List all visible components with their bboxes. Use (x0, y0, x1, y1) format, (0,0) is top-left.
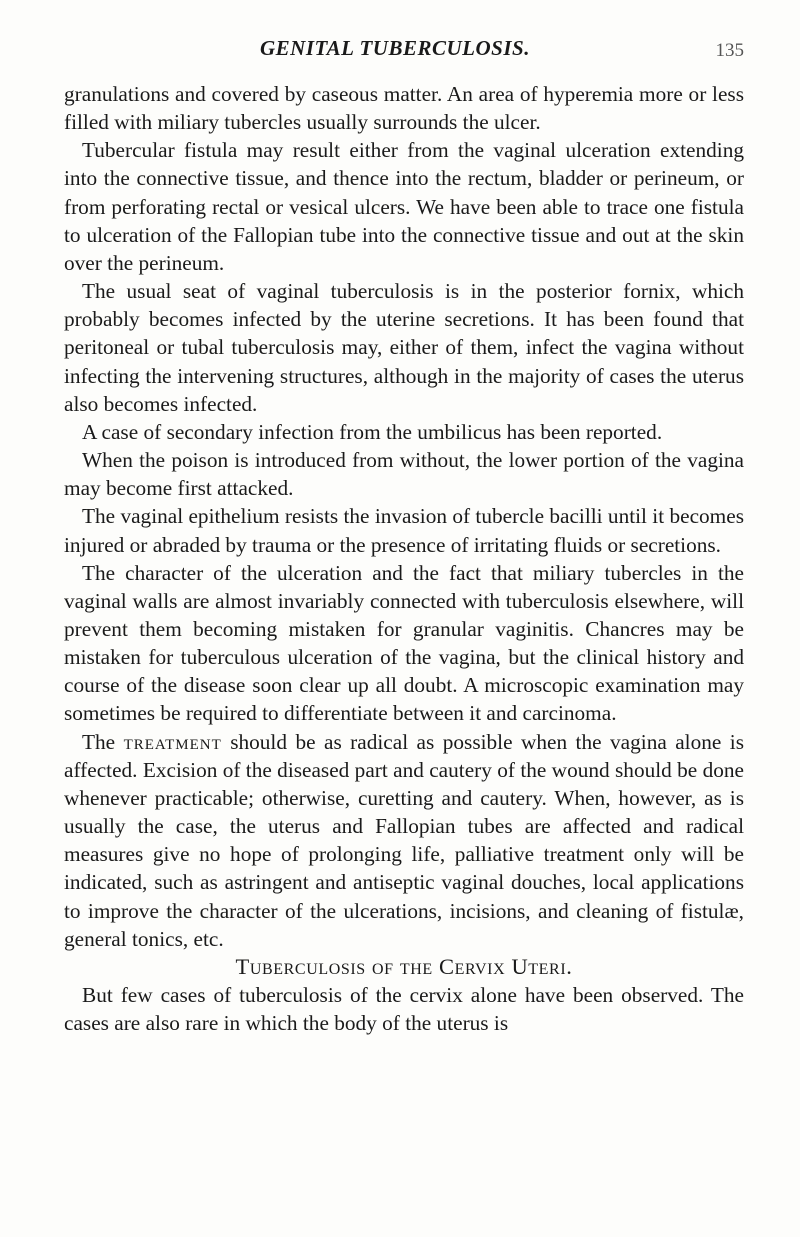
running-head: GENITAL TUBERCULOSIS. (260, 36, 530, 60)
body-text (64, 80, 744, 1037)
treatment-lead: The (82, 729, 116, 754)
section-heading: Tuberculosis of the Cervix Uteri. (235, 953, 573, 979)
treatment-smallcaps: treatment (123, 729, 222, 754)
paragraph-cervix: But few cases of tuberculosis of the cervix alone have been observed. The cases are also rare in which the body of the uterus is (64, 983, 744, 1036)
paragraph-epithelium: The vaginal epithelium resists the invasion of tubercle bacilli until it becomes injured or abraded by trauma or the presence of irritating fluids or secretions. (64, 504, 744, 557)
page-number: 135 (715, 40, 744, 61)
paragraph-usual-seat: The usual seat of vaginal tuberculosis is in the posterior fornix, which probably becomes infected by the uterine secretions. It has been found that peritoneal or tubal tuberculosis may, either of them, infect the vagina without infecting the intervening structures, although in the majority of cases the uterus also becomes infected. (64, 279, 744, 416)
paragraph-treatment (64, 728, 744, 953)
treatment-rest: should be as radical as possible when the vagina alone is affected. Excision of the diseased part and cautery of the wound should be done whenever practicable; otherwise, curetting and cautery. When, however, as is usually the case, the uterus and Fallopian tubes are affected and radical measures give no hope of prolonging life, palliative treatment only will be indicated, such as astringent and antiseptic vaginal douches, local applications to improve the character of the ulcerations, incisions, and cleaning of fistulæ, general tonics, etc. (64, 729, 745, 951)
paragraph-umbilicus: A case of secondary infection from the umbilicus has been reported. (82, 419, 663, 444)
paragraph-poison: When the poison is introduced from without, the lower portion of the vagina may become first attacked. (64, 448, 744, 501)
paragraph-fistula: Tubercular fistula may result either from the vaginal ulceration extending into the connective tissue, and thence into the rectum, bladder or perineum, or from perforating rectal or vesical ulcers. We have been able to trace one fistula to ulceration of the Fallopian tube into the connective tissue and out at the skin over the perineum. (64, 138, 744, 275)
paragraph-continuation: granulations and covered by caseous matter. An area of hyperemia more or less filled with miliary tubercles usually surrounds the ulcer. (64, 82, 744, 135)
paragraph-character: The character of the ulceration and the fact that miliary tubercles in the vaginal walls are almost invariably connected with tuberculosis elsewhere, will prevent them becoming mistaken for granular vaginitis. Chancres may be mistaken for tuberculous ulceration of the vagina, but the clinical history and course of the disease soon clear up all doubt. A microscopic examination may sometimes be required to differentiate between it and carcinoma. (64, 560, 744, 726)
